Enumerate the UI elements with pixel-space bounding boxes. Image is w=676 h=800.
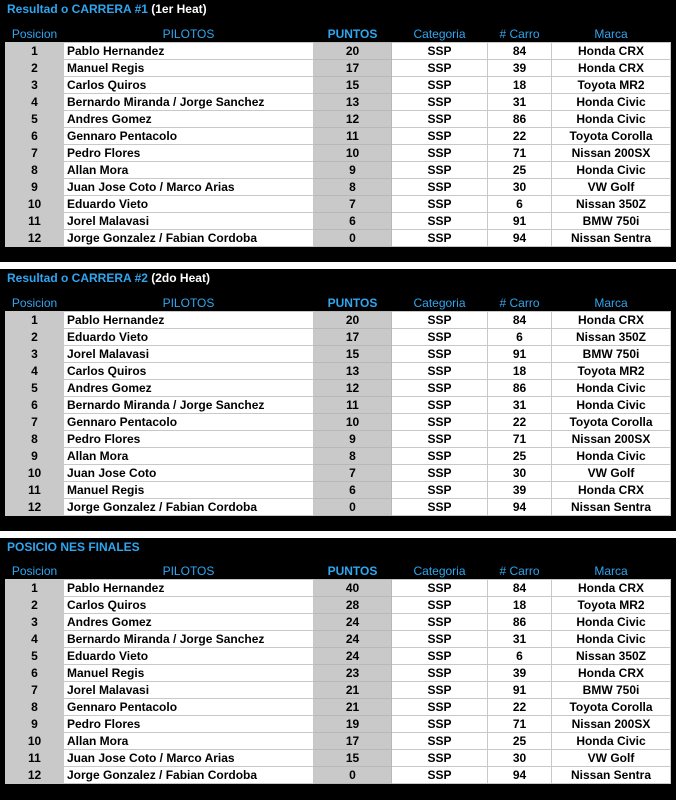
table-row — [6, 380, 671, 397]
piloto-cell: Manuel Regis — [64, 665, 314, 682]
puntos-cell: 12 — [314, 380, 392, 397]
piloto-cell: Carlos Quiros — [64, 363, 314, 380]
carro-cell: 6 — [488, 329, 552, 346]
header-puntos: PUNTOS — [314, 294, 392, 312]
piloto-cell: Carlos Quiros — [64, 77, 314, 94]
posicion-cell: 8 — [6, 431, 64, 448]
categoria-cell: SSP — [392, 482, 488, 499]
piloto-cell: Manuel Regis — [64, 482, 314, 499]
carro-cell: 25 — [488, 733, 552, 750]
table-row — [6, 482, 671, 499]
piloto-cell: Jorel Malavasi — [64, 213, 314, 230]
header-pilotos: PILOTOS — [64, 294, 314, 312]
posicion-cell: 10 — [6, 465, 64, 482]
race2-subtitle: (2do Heat) — [151, 271, 210, 285]
puntos-cell: 24 — [314, 614, 392, 631]
marca-cell: Toyota Corolla — [552, 128, 671, 145]
categoria-cell: SSP — [392, 329, 488, 346]
posicion-cell: 6 — [6, 128, 64, 145]
categoria-cell: SSP — [392, 499, 488, 516]
puntos-cell: 28 — [314, 597, 392, 614]
categoria-cell: SSP — [392, 380, 488, 397]
puntos-cell: 8 — [314, 179, 392, 196]
categoria-cell: SSP — [392, 614, 488, 631]
header-marca: Marca — [552, 294, 671, 312]
puntos-cell: 17 — [314, 329, 392, 346]
header-pilotos: PILOTOS — [64, 25, 314, 43]
table-row — [6, 499, 671, 516]
marca-cell: Honda Civic — [552, 733, 671, 750]
puntos-cell: 6 — [314, 213, 392, 230]
table-header-row — [6, 294, 671, 312]
carro-cell: 31 — [488, 94, 552, 111]
posicion-cell: 9 — [6, 179, 64, 196]
categoria-cell: SSP — [392, 111, 488, 128]
race1-title — [7, 0, 207, 18]
categoria-cell: SSP — [392, 448, 488, 465]
marca-cell: Toyota MR2 — [552, 597, 671, 614]
piloto-cell: Pablo Hernandez — [64, 580, 314, 597]
table-row — [6, 43, 671, 60]
piloto-cell: Jorge Gonzalez / Fabian Cordoba — [64, 499, 314, 516]
marca-cell: BMW 750i — [552, 346, 671, 363]
table-row — [6, 179, 671, 196]
posicion-cell: 10 — [6, 733, 64, 750]
posicion-cell: 7 — [6, 682, 64, 699]
table-row — [6, 614, 671, 631]
categoria-cell: SSP — [392, 665, 488, 682]
marca-cell: Honda CRX — [552, 312, 671, 329]
piloto-cell: Pablo Hernandez — [64, 43, 314, 60]
table-row — [6, 111, 671, 128]
categoria-cell: SSP — [392, 43, 488, 60]
puntos-cell: 21 — [314, 699, 392, 716]
table-row — [6, 329, 671, 346]
marca-cell: Honda CRX — [552, 60, 671, 77]
marca-cell: Nissan 350Z — [552, 648, 671, 665]
finals-title — [7, 538, 140, 556]
posicion-cell: 7 — [6, 145, 64, 162]
posicion-cell: 7 — [6, 414, 64, 431]
table-row — [6, 448, 671, 465]
puntos-cell: 40 — [314, 580, 392, 597]
carro-cell: 30 — [488, 179, 552, 196]
carro-cell: 22 — [488, 414, 552, 431]
posicion-cell: 10 — [6, 196, 64, 213]
categoria-cell: SSP — [392, 631, 488, 648]
piloto-cell: Gennaro Pentacolo — [64, 414, 314, 431]
categoria-cell: SSP — [392, 60, 488, 77]
categoria-cell: SSP — [392, 699, 488, 716]
piloto-cell: Carlos Quiros — [64, 597, 314, 614]
table-row — [6, 716, 671, 733]
posicion-cell: 8 — [6, 699, 64, 716]
carro-cell: 91 — [488, 213, 552, 230]
piloto-cell: Allan Mora — [64, 162, 314, 179]
carro-cell: 94 — [488, 230, 552, 247]
puntos-cell: 20 — [314, 43, 392, 60]
posicion-cell: 11 — [6, 482, 64, 499]
piloto-cell: Bernardo Miranda / Jorge Sanchez — [64, 397, 314, 414]
table-row — [6, 414, 671, 431]
posicion-cell: 9 — [6, 716, 64, 733]
marca-cell: BMW 750i — [552, 682, 671, 699]
table-row — [6, 94, 671, 111]
puntos-cell: 13 — [314, 363, 392, 380]
table-header-row — [6, 562, 671, 580]
categoria-cell: SSP — [392, 682, 488, 699]
categoria-cell: SSP — [392, 363, 488, 380]
header-puntos: PUNTOS — [314, 562, 392, 580]
marca-cell: Nissan Sentra — [552, 230, 671, 247]
categoria-cell: SSP — [392, 230, 488, 247]
puntos-cell: 0 — [314, 767, 392, 784]
puntos-cell: 23 — [314, 665, 392, 682]
table-row — [6, 60, 671, 77]
puntos-cell: 19 — [314, 716, 392, 733]
categoria-cell: SSP — [392, 179, 488, 196]
posicion-cell: 3 — [6, 346, 64, 363]
race1-table-body — [6, 43, 671, 247]
table-row — [6, 750, 671, 767]
table-row — [6, 682, 671, 699]
carro-cell: 84 — [488, 580, 552, 597]
puntos-cell: 0 — [314, 499, 392, 516]
posicion-cell: 8 — [6, 162, 64, 179]
carro-cell: 71 — [488, 716, 552, 733]
puntos-cell: 15 — [314, 77, 392, 94]
posicion-cell: 2 — [6, 60, 64, 77]
carro-cell: 86 — [488, 614, 552, 631]
puntos-cell: 9 — [314, 431, 392, 448]
puntos-cell: 13 — [314, 94, 392, 111]
marca-cell: Nissan 350Z — [552, 196, 671, 213]
puntos-cell: 10 — [314, 414, 392, 431]
carro-cell: 91 — [488, 346, 552, 363]
posicion-cell: 6 — [6, 397, 64, 414]
puntos-cell: 24 — [314, 648, 392, 665]
table-row — [6, 77, 671, 94]
carro-cell: 39 — [488, 665, 552, 682]
puntos-cell: 9 — [314, 162, 392, 179]
marca-cell: Honda Civic — [552, 448, 671, 465]
table-row — [6, 699, 671, 716]
table-row — [6, 312, 671, 329]
carro-cell: 31 — [488, 631, 552, 648]
header-posicion: Posicion — [6, 294, 64, 312]
table-row — [6, 145, 671, 162]
race1-subtitle: (1er Heat) — [151, 2, 207, 16]
posicion-cell: 1 — [6, 580, 64, 597]
posicion-cell: 5 — [6, 380, 64, 397]
marca-cell: Nissan 200SX — [552, 145, 671, 162]
puntos-cell: 15 — [314, 750, 392, 767]
posicion-cell: 3 — [6, 614, 64, 631]
marca-cell: Toyota MR2 — [552, 77, 671, 94]
marca-cell: Honda Civic — [552, 162, 671, 179]
carro-cell: 6 — [488, 196, 552, 213]
categoria-cell: SSP — [392, 414, 488, 431]
marca-cell: VW Golf — [552, 750, 671, 767]
piloto-cell: Gennaro Pentacolo — [64, 699, 314, 716]
categoria-cell: SSP — [392, 346, 488, 363]
table-row — [6, 431, 671, 448]
categoria-cell: SSP — [392, 580, 488, 597]
piloto-cell: Pedro Flores — [64, 145, 314, 162]
table-row — [6, 397, 671, 414]
piloto-cell: Juan Jose Coto / Marco Arias — [64, 179, 314, 196]
posicion-cell: 1 — [6, 312, 64, 329]
table-row — [6, 346, 671, 363]
marca-cell: Honda Civic — [552, 94, 671, 111]
categoria-cell: SSP — [392, 397, 488, 414]
piloto-cell: Manuel Regis — [64, 60, 314, 77]
piloto-cell: Juan Jose Coto / Marco Arias — [64, 750, 314, 767]
header-puntos: PUNTOS — [314, 25, 392, 43]
marca-cell: Honda Civic — [552, 614, 671, 631]
puntos-cell: 7 — [314, 465, 392, 482]
table-row — [6, 597, 671, 614]
race2-section — [0, 269, 676, 531]
header-carro: # Carro — [488, 562, 552, 580]
categoria-cell: SSP — [392, 94, 488, 111]
piloto-cell: Allan Mora — [64, 448, 314, 465]
posicion-cell: 6 — [6, 665, 64, 682]
posicion-cell: 12 — [6, 499, 64, 516]
puntos-cell: 11 — [314, 397, 392, 414]
piloto-cell: Jorel Malavasi — [64, 682, 314, 699]
puntos-cell: 12 — [314, 111, 392, 128]
piloto-cell: Bernardo Miranda / Jorge Sanchez — [64, 631, 314, 648]
carro-cell: 18 — [488, 77, 552, 94]
puntos-cell: 8 — [314, 448, 392, 465]
puntos-cell: 17 — [314, 60, 392, 77]
posicion-cell: 4 — [6, 631, 64, 648]
marca-cell: Honda Civic — [552, 397, 671, 414]
categoria-cell: SSP — [392, 162, 488, 179]
section-divider — [0, 262, 676, 269]
piloto-cell: Pablo Hernandez — [64, 312, 314, 329]
race2-title — [7, 269, 210, 287]
categoria-cell: SSP — [392, 648, 488, 665]
race1-table — [5, 25, 671, 247]
piloto-cell: Allan Mora — [64, 733, 314, 750]
marca-cell: Nissan 350Z — [552, 329, 671, 346]
header-carro: # Carro — [488, 294, 552, 312]
marca-cell: Honda Civic — [552, 380, 671, 397]
table-row — [6, 128, 671, 145]
categoria-cell: SSP — [392, 213, 488, 230]
carro-cell: 25 — [488, 448, 552, 465]
race2-table — [5, 294, 671, 516]
categoria-cell: SSP — [392, 312, 488, 329]
header-pilotos: PILOTOS — [64, 562, 314, 580]
marca-cell: Honda CRX — [552, 665, 671, 682]
piloto-cell: Andres Gomez — [64, 614, 314, 631]
posicion-cell: 3 — [6, 77, 64, 94]
puntos-cell: 10 — [314, 145, 392, 162]
carro-cell: 86 — [488, 111, 552, 128]
puntos-cell: 7 — [314, 196, 392, 213]
table-row — [6, 213, 671, 230]
piloto-cell: Pedro Flores — [64, 716, 314, 733]
puntos-cell: 0 — [314, 230, 392, 247]
table-row — [6, 465, 671, 482]
marca-cell: Honda Civic — [552, 111, 671, 128]
race1-section — [0, 0, 676, 262]
carro-cell: 39 — [488, 482, 552, 499]
piloto-cell: Eduardo Vieto — [64, 196, 314, 213]
header-categoria: Categoria — [392, 25, 488, 43]
marca-cell: Toyota MR2 — [552, 363, 671, 380]
marca-cell: Toyota Corolla — [552, 699, 671, 716]
puntos-cell: 24 — [314, 631, 392, 648]
categoria-cell: SSP — [392, 465, 488, 482]
table-row — [6, 580, 671, 597]
piloto-cell: Gennaro Pentacolo — [64, 128, 314, 145]
header-carro: # Carro — [488, 25, 552, 43]
posicion-cell: 4 — [6, 363, 64, 380]
finals-section — [0, 538, 676, 800]
posicion-cell: 2 — [6, 597, 64, 614]
marca-cell: BMW 750i — [552, 213, 671, 230]
race2-title-text: Resultad o CARRERA #2 — [7, 271, 148, 285]
table-header-row — [6, 25, 671, 43]
posicion-cell: 2 — [6, 329, 64, 346]
marca-cell: Nissan Sentra — [552, 499, 671, 516]
piloto-cell: Bernardo Miranda / Jorge Sanchez — [64, 94, 314, 111]
piloto-cell: Andres Gomez — [64, 380, 314, 397]
posicion-cell: 12 — [6, 230, 64, 247]
table-row — [6, 196, 671, 213]
categoria-cell: SSP — [392, 431, 488, 448]
carro-cell: 94 — [488, 499, 552, 516]
carro-cell: 31 — [488, 397, 552, 414]
table-row — [6, 162, 671, 179]
table-row — [6, 767, 671, 784]
categoria-cell: SSP — [392, 716, 488, 733]
categoria-cell: SSP — [392, 750, 488, 767]
categoria-cell: SSP — [392, 767, 488, 784]
carro-cell: 84 — [488, 43, 552, 60]
table-row — [6, 733, 671, 750]
piloto-cell: Andres Gomez — [64, 111, 314, 128]
piloto-cell: Jorge Gonzalez / Fabian Cordoba — [64, 230, 314, 247]
carro-cell: 18 — [488, 597, 552, 614]
section-divider — [0, 531, 676, 538]
carro-cell: 22 — [488, 128, 552, 145]
marca-cell: Honda CRX — [552, 580, 671, 597]
puntos-cell: 17 — [314, 733, 392, 750]
header-posicion: Posicion — [6, 562, 64, 580]
carro-cell: 94 — [488, 767, 552, 784]
carro-cell: 91 — [488, 682, 552, 699]
carro-cell: 71 — [488, 145, 552, 162]
carro-cell: 25 — [488, 162, 552, 179]
categoria-cell: SSP — [392, 196, 488, 213]
carro-cell: 30 — [488, 750, 552, 767]
marca-cell: VW Golf — [552, 465, 671, 482]
header-categoria: Categoria — [392, 562, 488, 580]
carro-cell: 30 — [488, 465, 552, 482]
header-posicion: Posicion — [6, 25, 64, 43]
carro-cell: 86 — [488, 380, 552, 397]
categoria-cell: SSP — [392, 128, 488, 145]
marca-cell: Nissan Sentra — [552, 767, 671, 784]
carro-cell: 22 — [488, 699, 552, 716]
puntos-cell: 11 — [314, 128, 392, 145]
posicion-cell: 4 — [6, 94, 64, 111]
marca-cell: Nissan 200SX — [552, 431, 671, 448]
categoria-cell: SSP — [392, 733, 488, 750]
table-row — [6, 631, 671, 648]
carro-cell: 39 — [488, 60, 552, 77]
carro-cell: 18 — [488, 363, 552, 380]
posicion-cell: 11 — [6, 213, 64, 230]
table-row — [6, 665, 671, 682]
categoria-cell: SSP — [392, 77, 488, 94]
finals-table-body — [6, 580, 671, 784]
piloto-cell: Eduardo Vieto — [64, 648, 314, 665]
piloto-cell: Jorge Gonzalez / Fabian Cordoba — [64, 767, 314, 784]
piloto-cell: Pedro Flores — [64, 431, 314, 448]
table-row — [6, 648, 671, 665]
posicion-cell: 11 — [6, 750, 64, 767]
posicion-cell: 12 — [6, 767, 64, 784]
table-row — [6, 230, 671, 247]
marca-cell: Nissan 200SX — [552, 716, 671, 733]
puntos-cell: 20 — [314, 312, 392, 329]
piloto-cell: Jorel Malavasi — [64, 346, 314, 363]
puntos-cell: 21 — [314, 682, 392, 699]
finals-title-text: POSICIO NES FINALES — [7, 540, 140, 554]
posicion-cell: 5 — [6, 111, 64, 128]
carro-cell: 84 — [488, 312, 552, 329]
puntos-cell: 15 — [314, 346, 392, 363]
categoria-cell: SSP — [392, 145, 488, 162]
posicion-cell: 1 — [6, 43, 64, 60]
finals-table — [5, 562, 671, 784]
header-marca: Marca — [552, 562, 671, 580]
piloto-cell: Eduardo Vieto — [64, 329, 314, 346]
piloto-cell: Juan Jose Coto — [64, 465, 314, 482]
table-row — [6, 363, 671, 380]
posicion-cell: 5 — [6, 648, 64, 665]
categoria-cell: SSP — [392, 597, 488, 614]
carro-cell: 6 — [488, 648, 552, 665]
header-categoria: Categoria — [392, 294, 488, 312]
race2-table-body — [6, 312, 671, 516]
marca-cell: Honda CRX — [552, 482, 671, 499]
marca-cell: Honda Civic — [552, 631, 671, 648]
carro-cell: 71 — [488, 431, 552, 448]
posicion-cell: 9 — [6, 448, 64, 465]
header-marca: Marca — [552, 25, 671, 43]
marca-cell: Toyota Corolla — [552, 414, 671, 431]
marca-cell: VW Golf — [552, 179, 671, 196]
marca-cell: Honda CRX — [552, 43, 671, 60]
puntos-cell: 6 — [314, 482, 392, 499]
race1-title-text: Resultad o CARRERA #1 — [7, 2, 148, 16]
